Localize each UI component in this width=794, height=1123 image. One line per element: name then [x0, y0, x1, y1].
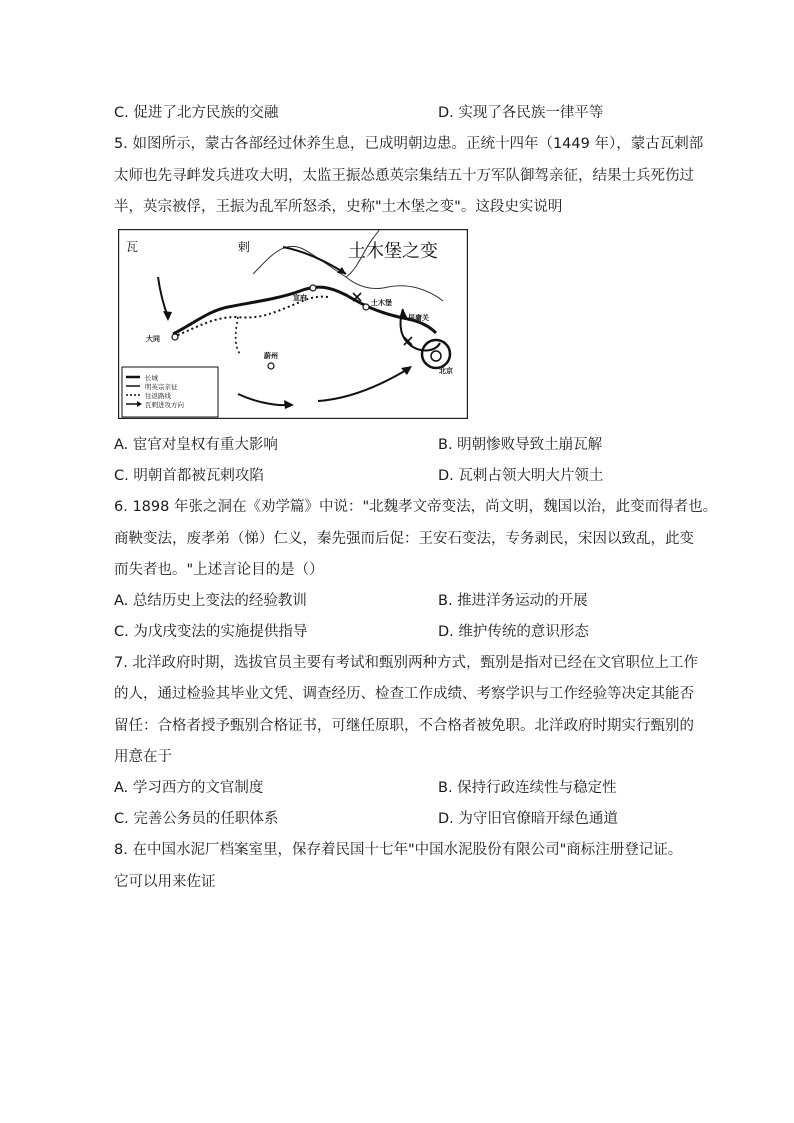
- q6-option-c: C. 为戊戌变法的实施提供指导: [114, 624, 308, 640]
- legend-wala-attack: 瓦剌进攻方向: [145, 401, 184, 409]
- xuanfu-label: 宣府: [293, 294, 307, 302]
- q5-option-a: A. 宦官对皇权有重大影响: [114, 437, 278, 453]
- q7-stem-line-3: 留任：合格者授予甄别合格证书，可继任原职，不合格者被免职。北洋政府时期实行甄别的: [114, 718, 694, 734]
- map-legend: [122, 367, 218, 417]
- weizhou-marker: [268, 363, 274, 369]
- tumubao-marker: [363, 304, 369, 310]
- beijing-marker: [431, 351, 441, 361]
- legend-return-route: 往返路线: [145, 392, 171, 400]
- xuanfu-marker: [310, 285, 316, 291]
- q7-option-b: B. 保持行政连续性与稳定性: [438, 780, 617, 796]
- q7-option-a: A. 学习西方的文官制度: [114, 780, 264, 796]
- q7-option-c: C. 完善公务员的任职体系: [114, 811, 279, 827]
- legend-emperor-campaign: 明英宗亲征: [145, 383, 178, 391]
- q6-option-b: B. 推进洋务运动的开展: [438, 593, 588, 609]
- q8-stem-line-2: 它可以用来佐证: [114, 874, 216, 890]
- q5-option-b: B. 明朝惨败导致土崩瓦解: [438, 437, 603, 453]
- tumubao-incident-map: [118, 229, 468, 419]
- region-wa-label: 瓦: [126, 240, 139, 254]
- legend-great-wall: 长城: [145, 374, 158, 382]
- datong-label: 大同: [146, 335, 160, 343]
- q8-stem-line-1: 8. 在中国水泥厂档案室里，保存着民国十七年"中国水泥股份有限公司"商标注册登记证。: [114, 842, 683, 858]
- q5-stem-line-3: 半，英宗被俘，王振为乱军所怒杀，史称"土木堡之变"。这段史实说明: [114, 199, 563, 215]
- tumubao-label: 土木堡: [371, 299, 392, 307]
- q4-option-d: D. 实现了各民族一律平等: [438, 105, 604, 121]
- q7-stem-line-4: 用意在于: [114, 749, 172, 765]
- q5-option-c: C. 明朝首都被瓦剌攻陷: [114, 468, 264, 484]
- q6-stem-line-3: 而失者也。"上述言论目的是（）: [114, 562, 324, 578]
- q7-stem-line-1: 7. 北洋政府时期，选拔官员主要有考试和甄别两种方式，甄别是指对已经在文官职位上工作: [114, 655, 698, 671]
- datong-marker: [172, 334, 178, 340]
- q5-stem-line-1: 5. 如图所示，蒙古各部经过休养生息，已成明朝边患。正统十四年（1449 年），蒙古瓦剌部: [114, 136, 704, 152]
- juyongguan-label: 居庸关: [408, 314, 429, 322]
- q6-stem-line-2: 商鞅变法，废孝弟（悌）仁义，秦先强而后促：王安石变法，专务剥民，宋因以致乱，此变: [114, 531, 694, 547]
- q7-stem-line-2: 的人，通过检验其毕业文凭、调查经历、检查工作成绩、考察学识与工作经验等决定其能否: [114, 686, 694, 702]
- q5-option-d: D. 瓦剌占领大明大片领土: [438, 468, 604, 484]
- q7-option-d: D. 为守旧官僚暗开绿色通道: [438, 811, 618, 827]
- q4-option-c: C. 促进了北方民族的交融: [114, 105, 279, 121]
- q6-stem-line-1: 6. 1898 年张之洞在《劝学篇》中说："北魏孝文帝变法，尚文明，魏国以治，此变而得者也。: [114, 499, 718, 515]
- region-la-label: 剌: [238, 240, 251, 254]
- q6-option-a: A. 总结历史上变法的经验教训: [114, 593, 307, 609]
- beijing-label: 北京: [439, 367, 453, 375]
- q5-stem-line-2: 太师也先寻衅发兵进攻大明，太监王振怂恿英宗集结五十万军队御驾亲征，结果士兵死伤过: [114, 168, 694, 184]
- map-title: 土木堡之变: [348, 241, 438, 262]
- q6-option-d: D. 维护传统的意识形态: [438, 624, 589, 640]
- weizhou-label: 蔚州: [264, 352, 278, 360]
